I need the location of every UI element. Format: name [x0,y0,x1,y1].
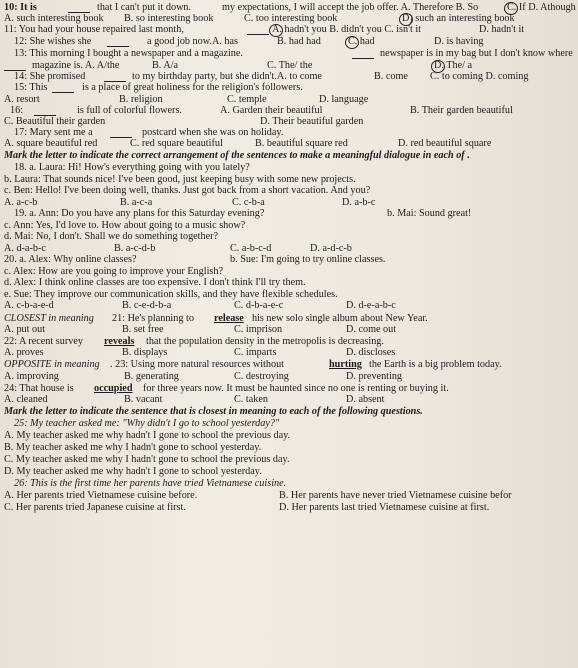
text-segment: postcard when she was on holiday. [142,127,284,138]
text-segment: 11: You had your house repaired last month, [4,24,184,35]
text-segment: b. Mai: Sound great! [387,208,472,219]
answer-blank [110,137,132,138]
answer-circle-mark [269,24,283,37]
text-segment: D. hadn't it [479,24,525,35]
answer-circle-mark [399,13,413,26]
text-segment: B. a-c-d-b [114,243,156,254]
text-segment: A. c-b-a-e-d [4,300,54,311]
text-segment: 16: [10,105,24,116]
text-segment: D. Her parents last tried Vietnamese cuisine at first. [279,502,490,513]
text-segment: 18. a. Laura: Hi! How's everything going with you lately? [14,162,250,173]
text-segment: C. destroying [234,371,289,382]
text-segment: B. Her parents have never tried Vietnamese cuisine befor [279,490,512,501]
text-segment: D. language [319,94,369,105]
text-segment: C. imparts [234,347,277,358]
text-segment: e. Sue: They improve our communication skills, and they have flexible schedules. [4,289,338,300]
text-segment: is full of colorful flowers. [77,105,182,116]
text-segment: c. Ann: Yes, I'd love to. How about going to a music show? [4,220,246,231]
text-segment: D. My teacher asked me why hadn't I gone to school yesterday. [4,466,262,477]
text-segment: A. cleaned [4,394,48,405]
text-line [2,359,576,371]
text-segment: D. absent [346,394,385,405]
text-segment: A. a-c-b [4,197,38,208]
text-segment: B. set free [122,324,164,335]
answer-blank [68,12,90,13]
text-segment: B. so interesting book [124,13,214,24]
text-line [2,478,576,490]
text-segment: d. Alex: I think online classes are too expensive. I don't think I'll try them. [4,277,306,288]
text-segment: b. Sue: I'm going to try online classes. [230,254,386,265]
text-segment: release [214,313,244,324]
text-segment: that the population density in the metropolis is decreasing. [146,336,384,347]
text-segment: CLOSEST in meaning [4,313,94,324]
text-line [2,208,576,220]
text-line [2,185,576,197]
text-segment: Mark the letter to indicate the correct arrangement of the sentences to make a meaningful dialogue in each of . [4,150,470,161]
text-line [2,36,576,48]
text-segment: B. a-c-a [120,197,153,208]
text-segment: C. Her parents tried Japanese cuisine at first. [4,502,186,513]
text-segment: d. Mai: No, I don't. Shall we do something together? [4,231,219,242]
text-segment: D) such an interesting book [402,13,515,24]
answer-blank [52,92,74,93]
text-line [2,430,576,442]
text-segment: C. too interesting book [244,13,338,24]
text-segment: C. to coming D. coming [430,71,529,82]
text-segment: 12: She wishes she [14,36,92,47]
text-segment: A. hadn't you B. didn't you C. isn't it [272,24,421,35]
text-segment: that I can't put it down. [97,2,192,13]
text-segment: D. Their beautiful garden [260,116,364,127]
text-segment: c. Ben: Hello! I've been doing well, thanks. Just got back from a short vacation. And you? [4,185,371,196]
answer-circle-mark [431,60,445,73]
text-line [2,277,576,289]
text-segment: occupied [94,383,133,394]
text-segment: for three years now. It must be haunted since no one is renting or buying it. [143,383,449,394]
text-line [2,347,576,359]
text-segment: A. improving [4,371,59,382]
text-segment: 22: A recent survey [4,336,83,347]
text-segment: D. red beautiful square [398,138,492,149]
text-segment: D. The/ a [434,60,473,71]
text-segment: D. is having [434,36,484,47]
answer-circle-mark [504,2,518,15]
text-segment: to my birthday party, but she didn't.A. to come [132,71,322,82]
text-segment: 10: It is [4,2,37,13]
text-line [2,454,576,466]
text-line [2,138,576,150]
text-line [2,406,576,418]
text-segment: B. vacant [124,394,163,405]
text-segment: D. preventing [346,371,403,382]
text-segment: Mark the letter to indicate the sentence that is closest in meaning to each of the following questions. [4,406,423,417]
text-segment: A. My teacher asked me why hadn't I gone to school the previous day. [4,430,291,441]
text-segment: 21: He's planning to [112,313,194,324]
text-segment: C. d-b-a-e-c [234,300,284,311]
text-segment: B. religion [119,94,163,105]
text-line [2,442,576,454]
text-segment: A. d-a-b-c [4,243,46,254]
text-segment: 24: That house is [4,383,74,394]
answer-circle-mark [345,36,359,49]
text-segment: C. If D. Athough [507,2,576,13]
text-segment: 17: Mary sent me a [14,127,93,138]
text-segment: A. proves [4,347,44,358]
text-segment: the Earth is a big problem today. [369,359,502,370]
text-line [2,324,576,336]
text-segment: B. beautiful square red [255,138,348,149]
text-segment: 19. a. Ann: Do you have any plans for this Saturday evening? [14,208,265,219]
text-segment: D. come out [346,324,397,335]
text-segment: hurting [329,359,362,370]
text-segment: B. had had [277,36,321,47]
text-segment: 13: This morning I bought a newspaper and a magazine. [14,48,243,59]
text-line [2,48,576,60]
text-segment: C. taken [234,394,268,405]
answer-blank [247,34,269,35]
text-segment: . 23: Using more natural resources without [110,359,284,370]
answer-blank [4,70,26,71]
text-segment: A. square beautiful red [4,138,98,149]
text-line [2,418,576,430]
text-line [2,300,576,312]
text-segment: A. put out [4,324,46,335]
text-segment: b. Laura: That sounds nice! I've been good, just keeping busy with some new projects. [4,174,356,185]
text-segment: B. come [374,71,408,82]
text-segment: B. generating [124,371,179,382]
text-line [2,394,576,406]
text-segment: reveals [104,336,135,347]
text-line [2,371,576,383]
text-segment: C. Beautiful their garden [4,116,106,127]
text-segment: B. displays [122,347,168,358]
text-segment: A. resort [4,94,40,105]
text-segment: A. such interesting book [4,13,104,24]
answer-blank [352,58,374,59]
text-segment: C. a-b-c-d [230,243,272,254]
text-segment: his new solo single album about New Year. [252,313,428,324]
text-segment: C. temple [227,94,267,105]
text-segment: C. red square beautiful [130,138,223,149]
text-segment: 15: This [14,82,48,93]
text-line [2,502,576,514]
text-segment: C. c-b-a [232,197,265,208]
text-segment: A. Her parents tried Vietnamese cuisine before. [4,490,198,501]
text-segment: C. The/ the [267,60,313,71]
text-segment: 26: This is the first time her parents have tried Vietnamese cuisine. [14,478,287,489]
text-line [2,150,576,162]
text-segment: 20. a. Alex: Why online classes? [4,254,137,265]
text-segment: C. had [348,36,375,47]
text-segment: OPPOSITE in meaning [4,359,100,370]
text-segment: A. Garden their beautiful [220,105,323,116]
text-segment: D. a-b-c [342,197,376,208]
text-segment: B. A/a [152,60,179,71]
text-line [2,24,576,36]
answer-blank [104,81,126,82]
text-line [2,490,576,502]
text-segment: 14: She promised [14,71,86,82]
text-segment: B. c-e-d-b-a [122,300,172,311]
text-segment: C. My teacher asked me why I hadn't gone to school the previous day. [4,454,290,465]
text-segment: my expectations, I will accept the job offer. A. Therefore B. So [222,2,479,13]
text-segment: B. My teacher asked me why I hadn't gone to school yesterday. [4,442,262,453]
text-line [2,466,576,478]
text-segment: D. d-e-a-b-c [346,300,396,311]
text-segment: C. imprison [234,324,283,335]
text-line [2,82,576,94]
text-segment: is a place of great holiness for the religion's followers. [82,82,303,93]
text-segment: newspaper is in my bag but I don't know where [380,48,573,59]
text-line [2,162,576,174]
text-segment: magazine is. A. A/the [32,60,120,71]
answer-blank [34,115,56,116]
text-segment: 25: My teacher asked me: "Why didn't I go to school yesterday?" [14,418,280,429]
text-segment: c. Alex: How are you going to improve your English? [4,266,223,277]
text-segment: D. discloses [346,347,396,358]
text-line [2,254,576,266]
text-segment: D. a-d-c-b [310,243,352,254]
text-line [2,231,576,243]
text-segment: a good job now.A. has [147,36,239,47]
answer-blank [107,46,129,47]
text-segment: B. Their garden beautiful [410,105,513,116]
